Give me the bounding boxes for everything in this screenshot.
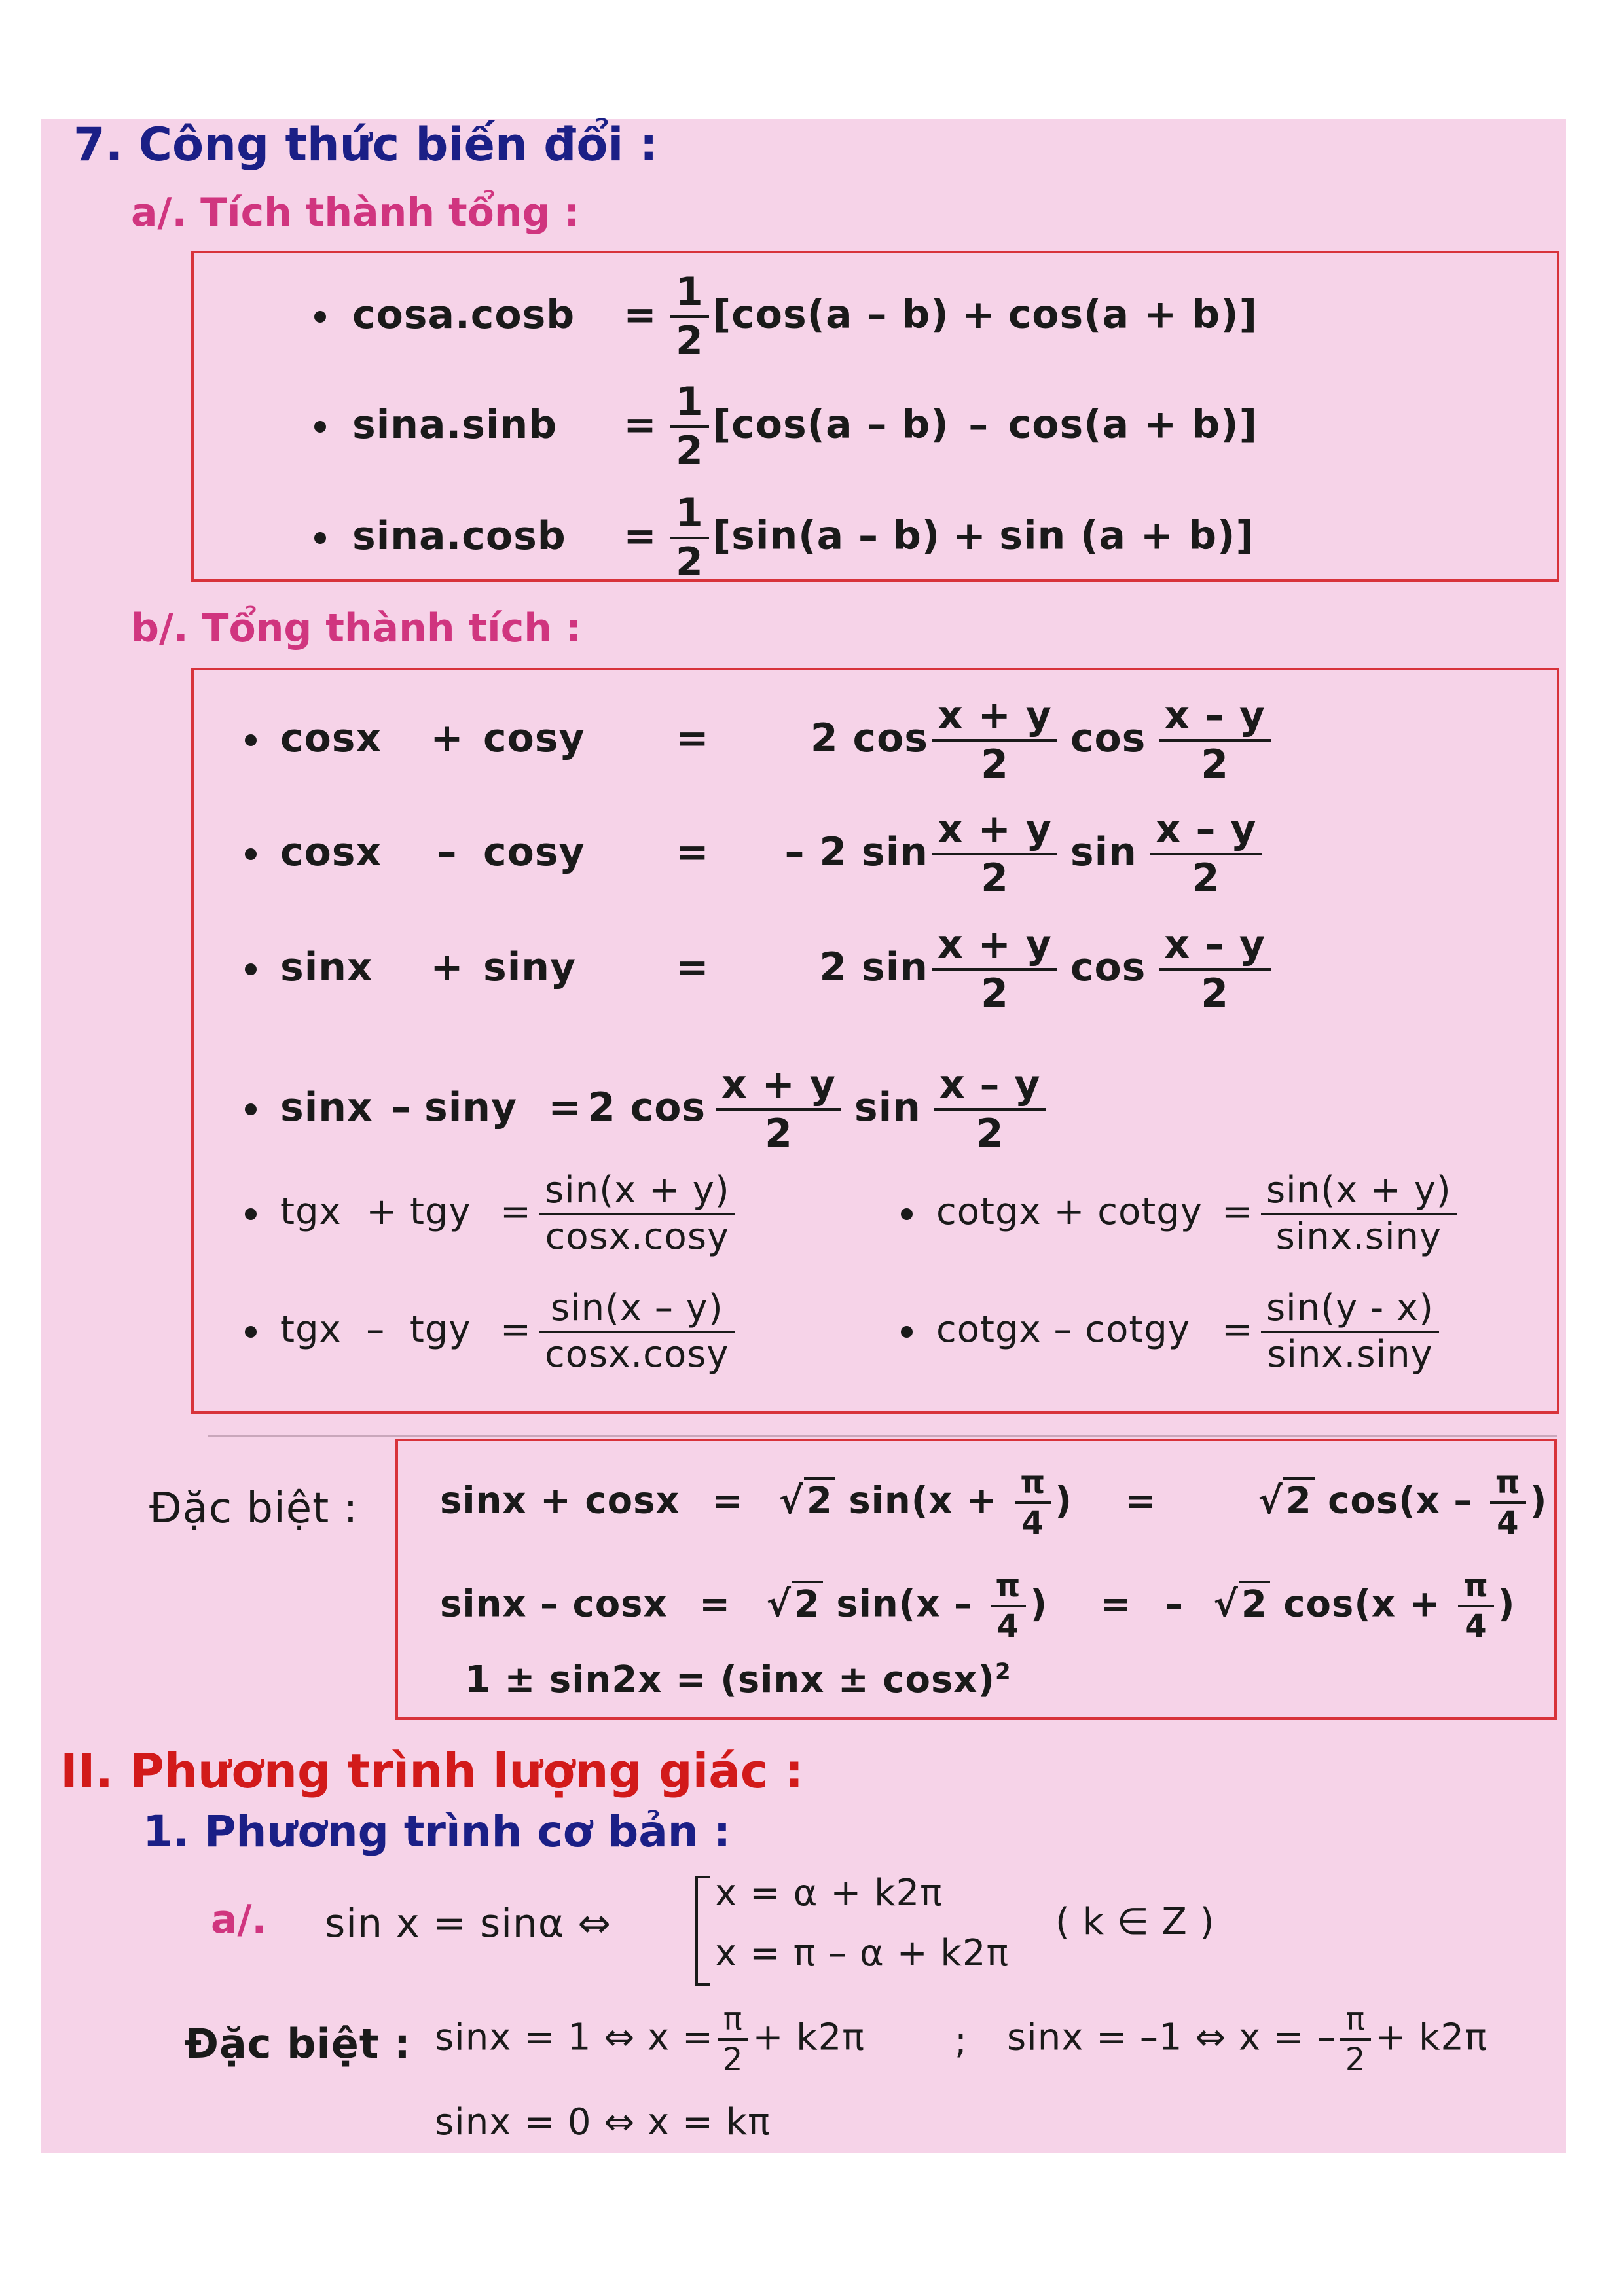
- math-text: x + y: [932, 809, 1057, 855]
- special-row-1-cos: cos(x –: [1328, 1479, 1473, 1522]
- math-text: =: [1222, 1190, 1253, 1233]
- math-text: sina.cosb: [352, 512, 566, 559]
- math-text: π: [1340, 2003, 1372, 2041]
- fraction: [1340, 2003, 1372, 2077]
- math-text: 2: [792, 1581, 823, 1626]
- math-text: x – y: [1159, 695, 1271, 742]
- tangent-formula-row: [245, 1289, 739, 1374]
- product-formula-row: [314, 269, 1258, 364]
- math-text: 2: [676, 318, 704, 364]
- special-row-2-lhs: sinx – cosx: [440, 1583, 668, 1626]
- math-text: siny: [424, 1084, 518, 1130]
- fraction: [932, 924, 1057, 1014]
- fraction: [1490, 1466, 1526, 1540]
- cotangent-formula-row: [901, 1289, 1443, 1374]
- math-text: + k2π: [1375, 2016, 1487, 2059]
- special-case-sin-minus-1: [1007, 2003, 1487, 2077]
- product-formula-row: [314, 490, 1254, 585]
- math-text: – 2 sin: [784, 829, 928, 875]
- fraction: [539, 1289, 735, 1374]
- special-row-1: [440, 1466, 1547, 1540]
- cotangent-formula-row: [901, 1169, 1461, 1258]
- math-text: =: [676, 715, 710, 761]
- section-2-subtitle: 1. Phương trình cơ bản :: [143, 1806, 731, 1857]
- math-text: +: [430, 944, 464, 990]
- math-text: 2: [676, 539, 704, 585]
- math-text: =: [676, 829, 710, 875]
- math-text: 4: [1021, 1505, 1045, 1542]
- math-text: 2: [981, 742, 1009, 787]
- math-text: x – y: [1159, 924, 1271, 971]
- math-text: π: [718, 2003, 749, 2041]
- math-text: cosy: [483, 715, 585, 761]
- math-text: 2: [981, 855, 1009, 901]
- math-text: =: [623, 401, 657, 448]
- separator: ;: [955, 2020, 968, 2062]
- math-text: sin(x – y): [539, 1289, 735, 1333]
- special-row-2: [440, 1570, 1516, 1643]
- math-text: –: [1164, 1583, 1184, 1626]
- fraction: [716, 1064, 841, 1155]
- math-text: x + y: [932, 924, 1057, 971]
- math-text: siny: [483, 944, 577, 990]
- math-text: sinx = –1 ⇔ x = –: [1007, 2016, 1336, 2059]
- bullet: [314, 532, 326, 544]
- fraction: [1150, 806, 1262, 901]
- math-text: cotgx + cotgy: [936, 1190, 1203, 1233]
- math-text: π: [1490, 1466, 1526, 1504]
- math-text: 4: [1465, 1608, 1487, 1645]
- fraction: [932, 692, 1057, 787]
- case-bracket: [695, 1876, 710, 1986]
- math-text: cos: [1070, 715, 1146, 761]
- math-text: –: [968, 401, 989, 448]
- section-title: 7. Công thức biến đổi :: [73, 118, 658, 171]
- bullet: [901, 1208, 913, 1220]
- math-text: 2: [804, 1477, 835, 1522]
- math-text: ): [1055, 1479, 1072, 1522]
- math-text: + k2π: [752, 2016, 865, 2059]
- math-text: sin: [854, 1084, 921, 1130]
- fraction: [1015, 1466, 1051, 1540]
- sum-formula-row: [245, 924, 1275, 1014]
- product-formula-row: [314, 379, 1258, 474]
- math-text: x + y: [932, 695, 1057, 742]
- math-text: [cos(a – b): [712, 401, 949, 448]
- special-label: Đặc biệt :: [149, 1484, 359, 1533]
- math-text: [sin(a – b): [712, 512, 941, 559]
- divider: [208, 1435, 1557, 1437]
- bullet: [314, 311, 326, 323]
- fraction: [718, 2003, 749, 2077]
- sqrt-2: √2: [1254, 1480, 1314, 1522]
- fraction: [1159, 692, 1271, 787]
- math-text: =: [548, 1084, 582, 1130]
- fraction: [1261, 1289, 1439, 1374]
- math-text: =: [1222, 1308, 1253, 1351]
- sqrt-2: √2: [763, 1583, 823, 1626]
- special-row-3: [465, 1659, 1012, 1701]
- math-text: sin(x + y): [1261, 1172, 1457, 1215]
- math-text: 2: [1283, 1477, 1315, 1522]
- bullet: [314, 421, 326, 433]
- bullet: [901, 1326, 913, 1338]
- fraction: [670, 269, 709, 364]
- math-text: x + y: [716, 1064, 841, 1111]
- fraction: [934, 1064, 1046, 1155]
- sqrt-2: √2: [1209, 1583, 1269, 1626]
- math-text: cosy: [483, 829, 585, 875]
- special-case-sin-0: sinx = 0 ⇔ x = kπ: [435, 2101, 771, 2144]
- math-text: +: [953, 512, 987, 559]
- special-row-2-sin: sin(x –: [836, 1583, 973, 1626]
- math-text: [cos(a – b): [712, 291, 949, 338]
- math-text: 2: [722, 2041, 744, 2079]
- math-text: +: [962, 291, 996, 338]
- math-text: cos: [1070, 944, 1146, 990]
- bullet: [245, 848, 257, 860]
- fraction: [1159, 924, 1271, 1014]
- math-text: cosx: [280, 829, 382, 875]
- integer-condition: ( k ∈ Z ): [1055, 1901, 1215, 1943]
- sum-formula-row: [245, 1064, 1049, 1155]
- math-text: 4: [996, 1608, 1020, 1645]
- equals: =: [1125, 1479, 1157, 1522]
- fraction: [932, 806, 1057, 901]
- math-text: sinx.siny: [1275, 1215, 1442, 1258]
- fraction: [670, 490, 709, 585]
- math-text: 4: [1497, 1505, 1520, 1542]
- bullet: [245, 1103, 257, 1115]
- math-text: tgx + tgy: [280, 1190, 471, 1233]
- math-text: =: [623, 512, 657, 559]
- math-text: π: [991, 1570, 1027, 1607]
- math-text: 2 cos: [588, 1084, 706, 1130]
- math-text: +: [430, 715, 464, 761]
- case-2: x = π – α + k2π: [715, 1932, 1010, 1975]
- math-text: 2: [1201, 971, 1230, 1016]
- math-text: cosx.cosy: [545, 1215, 730, 1258]
- math-text: x – y: [934, 1064, 1046, 1111]
- subsection-b-title: b/. Tổng thành tích :: [131, 605, 581, 651]
- math-text: ): [1529, 1479, 1548, 1522]
- bullet: [245, 1326, 257, 1338]
- subsection-a-title: a/. Tích thành tổng :: [131, 190, 580, 236]
- math-text: sinx = 1 ⇔ x =: [435, 2016, 714, 2059]
- math-text: 2: [1345, 2041, 1366, 2079]
- math-text: 2 sin: [819, 944, 928, 990]
- fraction: [539, 1169, 735, 1258]
- math-text: cos(a + b)]: [1008, 291, 1258, 338]
- math-text: cotgx – cotgy: [936, 1308, 1190, 1351]
- math-text: sin: [1070, 829, 1137, 875]
- equals: =: [712, 1479, 743, 1522]
- fraction: [991, 1570, 1027, 1643]
- math-text: cos(a + b)]: [1008, 401, 1258, 448]
- math-text: 2: [765, 1111, 793, 1157]
- math-text: 2: [981, 971, 1009, 1016]
- math-text: π: [1015, 1466, 1051, 1504]
- equals: =: [1100, 1583, 1132, 1626]
- math-text: 1 ± sin2x = (sinx ± cosx): [465, 1659, 996, 1701]
- math-text: –: [437, 829, 458, 875]
- case-1: x = α + k2π: [715, 1872, 943, 1914]
- bullet: [245, 734, 257, 746]
- math-text: =: [623, 291, 657, 338]
- math-text: –: [391, 1084, 412, 1130]
- math-text: 2: [1239, 1581, 1270, 1626]
- fraction: [670, 379, 709, 474]
- math-text: ): [1030, 1583, 1048, 1626]
- sum-formula-row: [245, 806, 1266, 901]
- math-text: 1: [670, 272, 709, 318]
- math-text: sin(x + y): [539, 1172, 735, 1215]
- sum-formula-row: [245, 692, 1275, 787]
- math-text: sinx.siny: [1267, 1333, 1433, 1376]
- math-text: sinx: [280, 944, 373, 990]
- math-text: 1: [670, 493, 709, 539]
- math-text: =: [500, 1308, 532, 1351]
- math-text: 2: [676, 428, 704, 474]
- math-text: 2: [995, 1659, 1012, 1685]
- sqrt-2: √2: [775, 1480, 835, 1522]
- math-text: sinx: [280, 1084, 373, 1130]
- special-case-sin-1: [435, 2003, 865, 2077]
- section-2-title: II. Phương trình lượng giác :: [60, 1744, 804, 1799]
- math-text: sina.sinb: [352, 401, 558, 448]
- math-text: =: [500, 1190, 532, 1233]
- special-row-1-lhs: sinx + cosx: [440, 1479, 680, 1522]
- math-text: 2: [976, 1111, 1004, 1157]
- math-text: π: [1458, 1570, 1494, 1607]
- math-text: 2: [1192, 855, 1220, 901]
- bullet: [245, 963, 257, 975]
- bullet: [245, 1208, 257, 1220]
- math-text: cosx.cosy: [545, 1333, 729, 1376]
- math-text: tgx – tgy: [280, 1308, 471, 1351]
- special-cases-label: Đặc biệt :: [185, 2020, 411, 2068]
- math-text: 2 cos: [810, 715, 928, 761]
- math-text: sin (a + b)]: [999, 512, 1254, 559]
- math-text: 1: [670, 382, 709, 428]
- special-row-2-cos: cos(x +: [1283, 1583, 1441, 1626]
- math-text: x – y: [1150, 809, 1262, 855]
- equals: =: [699, 1583, 731, 1626]
- math-text: ): [1497, 1583, 1516, 1626]
- tangent-formula-row: [245, 1169, 739, 1258]
- fraction: [1458, 1570, 1494, 1643]
- special-row-1-sin: sin(x +: [848, 1479, 998, 1522]
- math-text: cosa.cosb: [352, 291, 575, 338]
- fraction: [1261, 1169, 1457, 1258]
- math-text: =: [676, 944, 710, 990]
- math-text: 2: [1201, 742, 1230, 787]
- case-a-label: a/.: [211, 1897, 267, 1943]
- math-text: cosx: [280, 715, 382, 761]
- math-text: sin(y - x): [1261, 1289, 1439, 1333]
- basic-equation: sin x = sinα ⇔: [325, 1901, 611, 1946]
